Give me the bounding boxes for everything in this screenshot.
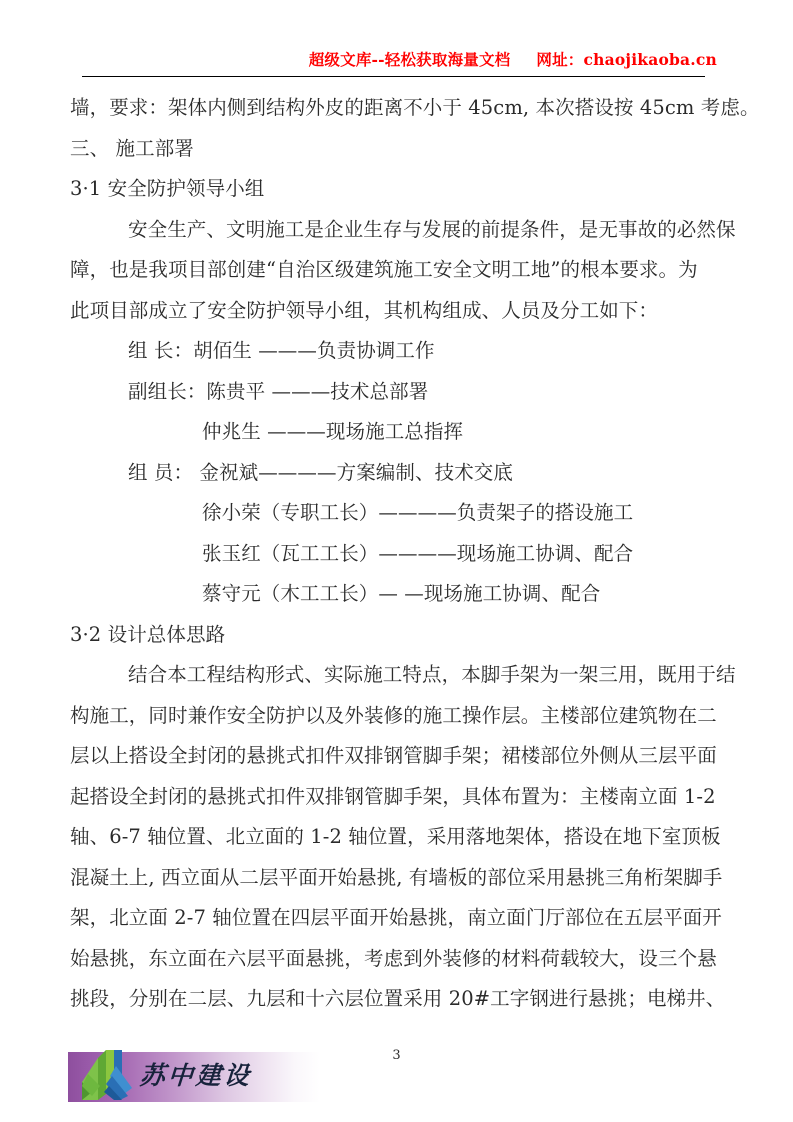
roster-line-member-3: 张玉红（瓦工工长）————现场施工协调、配合 [202,541,634,565]
body-line: 结合本工程结构形式、实际施工特点，本脚手架为一架三用，既用于结 [128,663,736,686]
company-name-text: 苏中建设 [138,1061,253,1090]
document-body [70,88,760,1020]
page-number: 3 [392,1048,401,1063]
body-line: 挑段，分别在二层、九层和十六层位置采用 20#工字钢进行悬挑；电梯井、 [70,987,726,1010]
body-line: 此项目部成立了安全防护领导小组，其机构组成、人员及分工如下： [70,298,659,322]
body-line: 层以上搭设全封闭的悬挑式扣件双排钢管脚手架；裙楼部位外侧从三层平面 [70,744,717,767]
header-divider-rule [82,76,705,77]
roster-line-member-4: 蔡守元（木工工长）— —现场施工协调、配合 [202,582,601,605]
body-line: 构施工，同时兼作安全防护以及外装修的施工操作层。主楼部位建筑物在二 [70,703,717,727]
body-line: 轴、6-7 轴位置、北立面的 1-2 轴位置，采用落地架体，搭设在地下室顶板 [70,825,721,848]
header-url[interactable]: chaojikaoba.cn [583,50,717,69]
body-line: 混凝土上, 西立面从二层平面开始悬挑, 有墙板的部位采用悬挑三角桁架脚手 [70,865,723,889]
page-header [0,48,793,82]
header-site-text: 超级文库--轻松获取海量文档 [308,50,511,69]
section-heading-3: 三、 施工部署 [70,136,194,160]
header-url-label: 网址： [536,50,584,69]
header-watermark [0,48,717,70]
body-line: 始悬挑，东立面在六层平面悬挑，考虑到外装修的材料荷载较大，设三个悬 [70,946,717,970]
roster-line-deputy-leader-2: 仲兆生 ———现场施工总指挥 [202,420,464,443]
body-line: 障，也是我项目部创建“自治区级建筑施工安全文明工地”的根本要求。为 [70,258,698,281]
body-line: 安全生产、文明施工是企业生存与发展的前提条件，是无事故的必然保 [128,217,736,241]
body-line: 起搭设全封闭的悬挑式扣件双排钢管脚手架，具体布置为：主楼南立面 1-2 [70,784,716,808]
roster-line-member-1: 组 员： 金祝斌————方案编制、技术交底 [128,460,513,484]
roster-line-leader: 组 长：胡佰生 ———负责协调工作 [128,339,435,362]
body-line: 墙，要求：架体内侧到结构外皮的距离不小于 45cm, 本次搭设按 45cm 考虑。 [70,96,760,119]
subsection-heading-3-2: 3·2 设计总体思路 [70,622,226,646]
roster-line-deputy-leader: 副组长：陈贵平 ———技术总部署 [128,379,429,403]
roster-line-member-2: 徐小荣（专职工长）————负责架子的搭设施工 [202,501,634,524]
body-line: 架，北立面 2-7 轴位置在四层平面开始悬挑，南立面门厅部位在五层平面开 [70,906,722,929]
subsection-heading-3-1: 3·1 安全防护领导小组 [70,177,265,200]
